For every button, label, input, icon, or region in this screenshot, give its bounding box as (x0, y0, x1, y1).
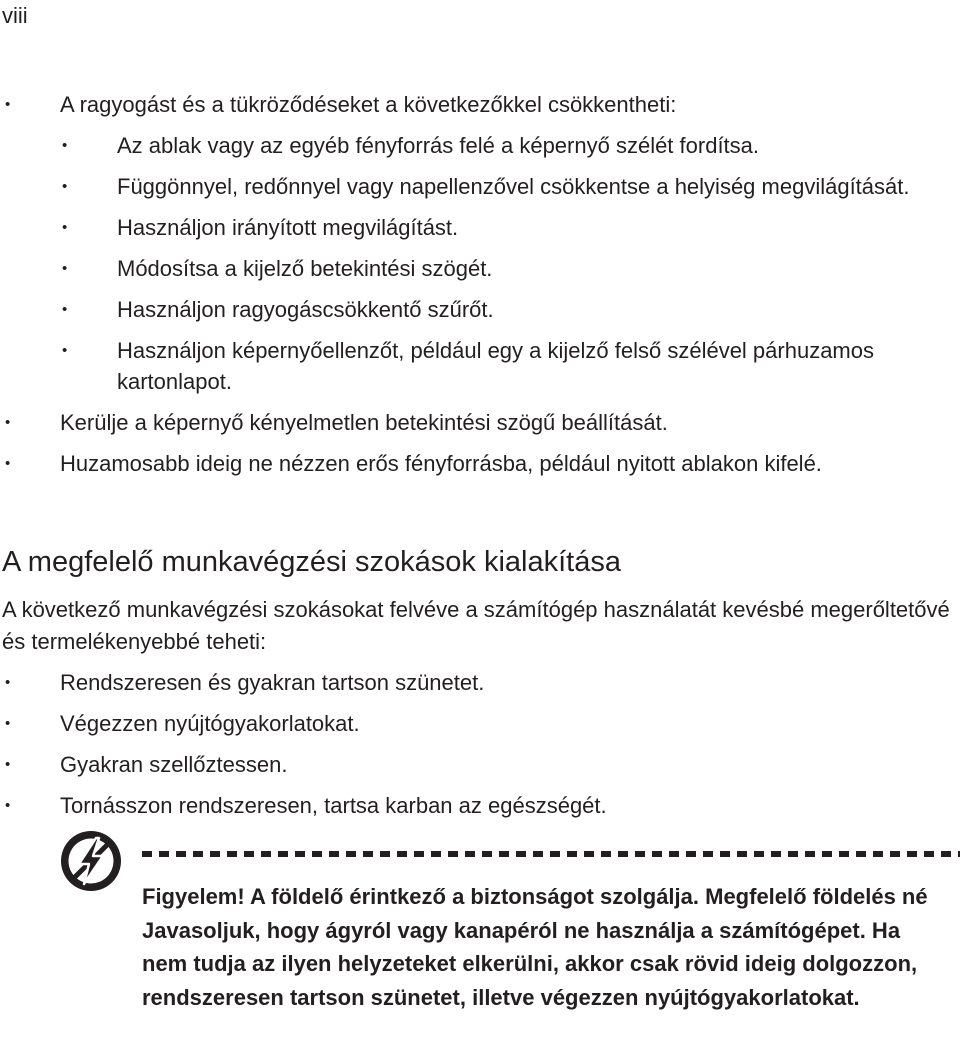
bullet-icon: • (5, 414, 11, 431)
section-heading: A megfelelő munkavégzési szokások kialakítása (2, 546, 621, 578)
list-item (0, 790, 607, 821)
bullet-icon: • (5, 756, 11, 773)
sub-list-item (0, 253, 960, 284)
warning-text: Figyelem! A földelő érintkező a biztonságot szolgálja. Megfelelő földelés né Javasoljuk, hogy ágyról vagy kanapéról ne használja a számítógépet. Ha nem tudja az ilyen helyzeteket elkerülni, akkor csak rövid ideig dolgozzon, rendszeresen tartson szünetet, illetve végezzen nyújtógyakorlatokat. (142, 884, 928, 1010)
warning-lightning-icon (58, 828, 124, 894)
list-item (0, 407, 960, 438)
bullet-icon: • (62, 219, 68, 236)
list-item-text: Használjon képernyőellenzőt, például egy a kijelző felső szélével párhuzamos kartonlapot. (117, 338, 874, 394)
list-item-text: A ragyogást és a tükröződéseket a következőkkel csökkentheti: (60, 92, 677, 117)
bullet-icon: • (62, 137, 68, 154)
bullet-icon: • (5, 715, 11, 732)
sub-list-item (0, 335, 960, 397)
bullet-icon: • (62, 301, 68, 318)
list-item-text: Használjon ragyogáscsökkentő szűrőt. (117, 297, 494, 322)
list-item-text: Tornásszon rendszeresen, tartsa karban az egészségét. (60, 793, 607, 818)
list-item-text: Módosítsa a kijelző betekintési szögét. (117, 256, 493, 281)
list-item (0, 667, 607, 698)
list-item (0, 448, 960, 479)
list-item (0, 708, 607, 739)
list-item (0, 749, 607, 780)
list-item (0, 89, 960, 120)
list-item-text: Gyakran szellőztessen. (60, 752, 288, 777)
warning-divider (142, 851, 960, 857)
sub-list-item (0, 294, 960, 325)
bullet-icon: • (5, 674, 11, 691)
list-item-text: Kerülje a képernyő kényelmetlen betekintési szögű beállítását. (60, 410, 668, 435)
sub-list-item (0, 171, 960, 202)
list-item-text: Az ablak vagy az egyéb fényforrás felé a képernyő szélét fordítsa. (117, 133, 760, 158)
list-item-text: Függönnyel, redőnnyel vagy napellenzővel csökkentse a helyiség megvilágítását. (117, 174, 910, 199)
list-item-text: Végezzen nyújtógyakorlatokat. (60, 711, 360, 736)
section-intro: A következő munkavégzési szokásokat felvéve a számítógép használatát kevésbé megerőltetővé és termelékenyebbé teheti: (2, 597, 950, 654)
bullet-icon: • (5, 455, 11, 472)
list-item-text: Használjon irányított megvilágítást. (117, 215, 459, 240)
list-item-text: Rendszeresen és gyakran tartson szünetet. (60, 670, 485, 695)
bullet-icon: • (5, 797, 11, 814)
sub-list-item (0, 130, 960, 161)
bullet-icon: • (5, 96, 11, 113)
bullet-icon: • (62, 260, 68, 277)
work-habits-list (0, 667, 607, 821)
sub-list-item (0, 212, 960, 243)
page-number: viii (2, 3, 28, 28)
list-item-text: Huzamosabb ideig ne nézzen erős fényforrásba, például nyitott ablakon kifelé. (60, 451, 822, 476)
glare-reduction-list (0, 89, 960, 479)
bullet-icon: • (62, 178, 68, 195)
bullet-icon: • (62, 342, 68, 359)
